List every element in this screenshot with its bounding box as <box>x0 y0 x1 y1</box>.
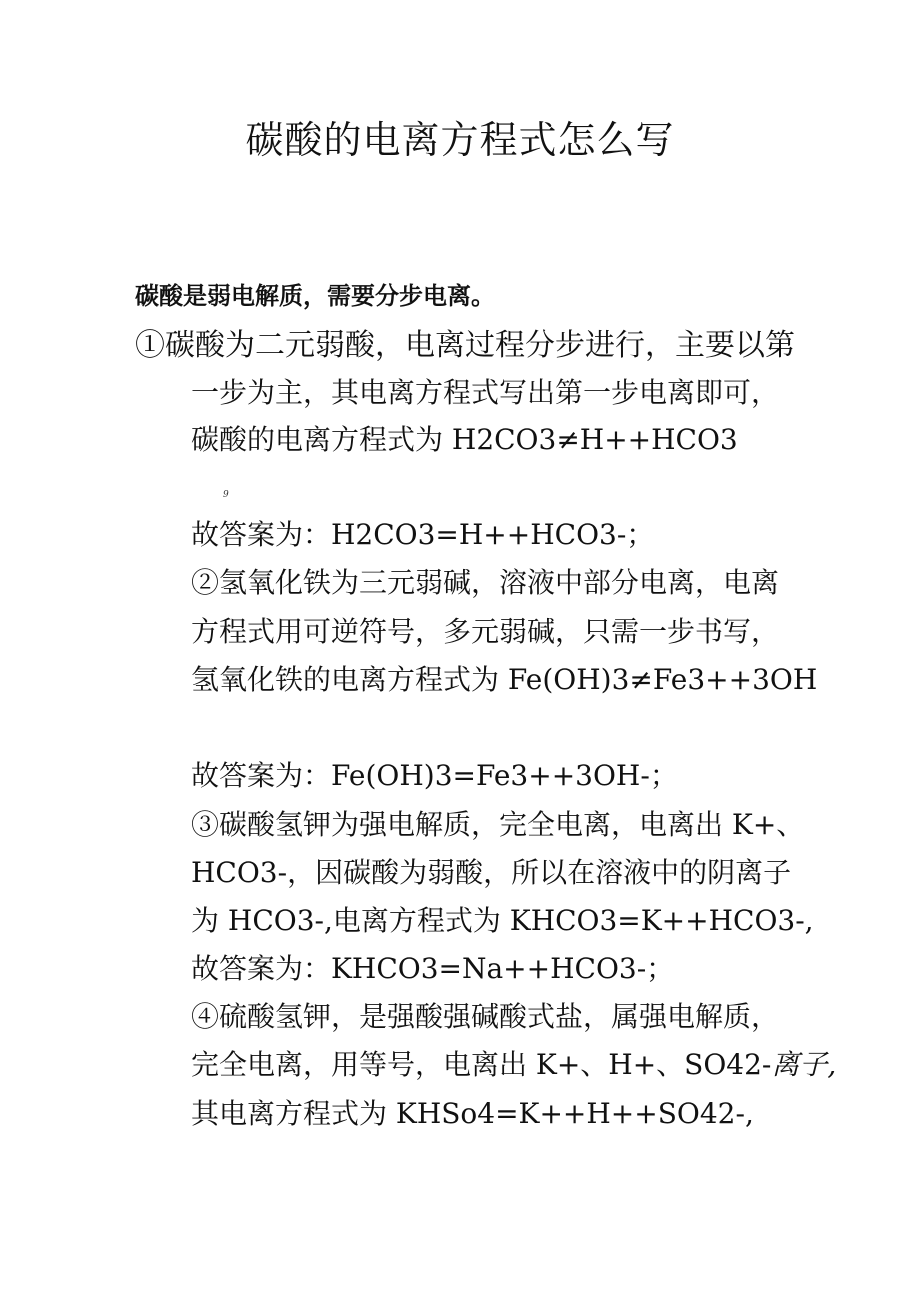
paragraph-line-14 <box>191 1045 836 1085</box>
paragraph-line-5: ②氢氧化铁为三元弱碱，溶液中部分电离，电离 <box>191 566 780 599</box>
footnote-mark: 9 <box>223 490 229 500</box>
paragraph-line-11: 为 HCO3-,电离方程式为 KHCO3=K++HCO3-, <box>191 904 814 937</box>
paragraph-line-13: ④硫酸氢钾，是强酸强碱酸式盐，属强电解质， <box>191 1000 780 1033</box>
answer-line-2: 故答案为：Fe(OH)3=Fe3++3OH-； <box>191 759 678 792</box>
paragraph-line-14-italic: 离子, <box>771 1048 837 1081</box>
document-title: 碳酸的电离方程式怎么写 <box>245 118 675 162</box>
paragraph-line-9: ③碳酸氢钾为强电解质，完全电离，电离出 K+、 <box>191 808 805 841</box>
paragraph-line-2: 一步为主，其电离方程式写出第一步电离即可， <box>191 376 780 409</box>
paragraph-line-3: 碳酸的电离方程式为 H2CO3≠H++HCO3 <box>191 423 738 456</box>
answer-line-1: 故答案为：H2CO3=H++HCO3-； <box>191 518 655 551</box>
paragraph-line-14-text: 完全电离，用等号，电离出 K+、H+、SO42- <box>191 1048 772 1081</box>
paragraph-line-15: 其电离方程式为 KHSo4=K++H++SO42-, <box>191 1097 754 1130</box>
intro-paragraph: 碳酸是弱电解质，需要分步电离。 <box>135 282 495 310</box>
paragraph-line-6: 方程式用可逆符号，多元弱碱，只需一步书写， <box>191 615 780 648</box>
paragraph-line-1: ①碳酸为二元弱酸，电离过程分步进行，主要以第 <box>135 328 795 363</box>
paragraph-line-10: HCO3-，因碳酸为弱酸，所以在溶液中的阴离子 <box>191 856 792 889</box>
paragraph-line-7: 氢氧化铁的电离方程式为 Fe(OH)3≠Fe3++3OH <box>191 663 818 696</box>
answer-line-3: 故答案为：KHCO3=Na++HCO3-； <box>191 952 675 985</box>
